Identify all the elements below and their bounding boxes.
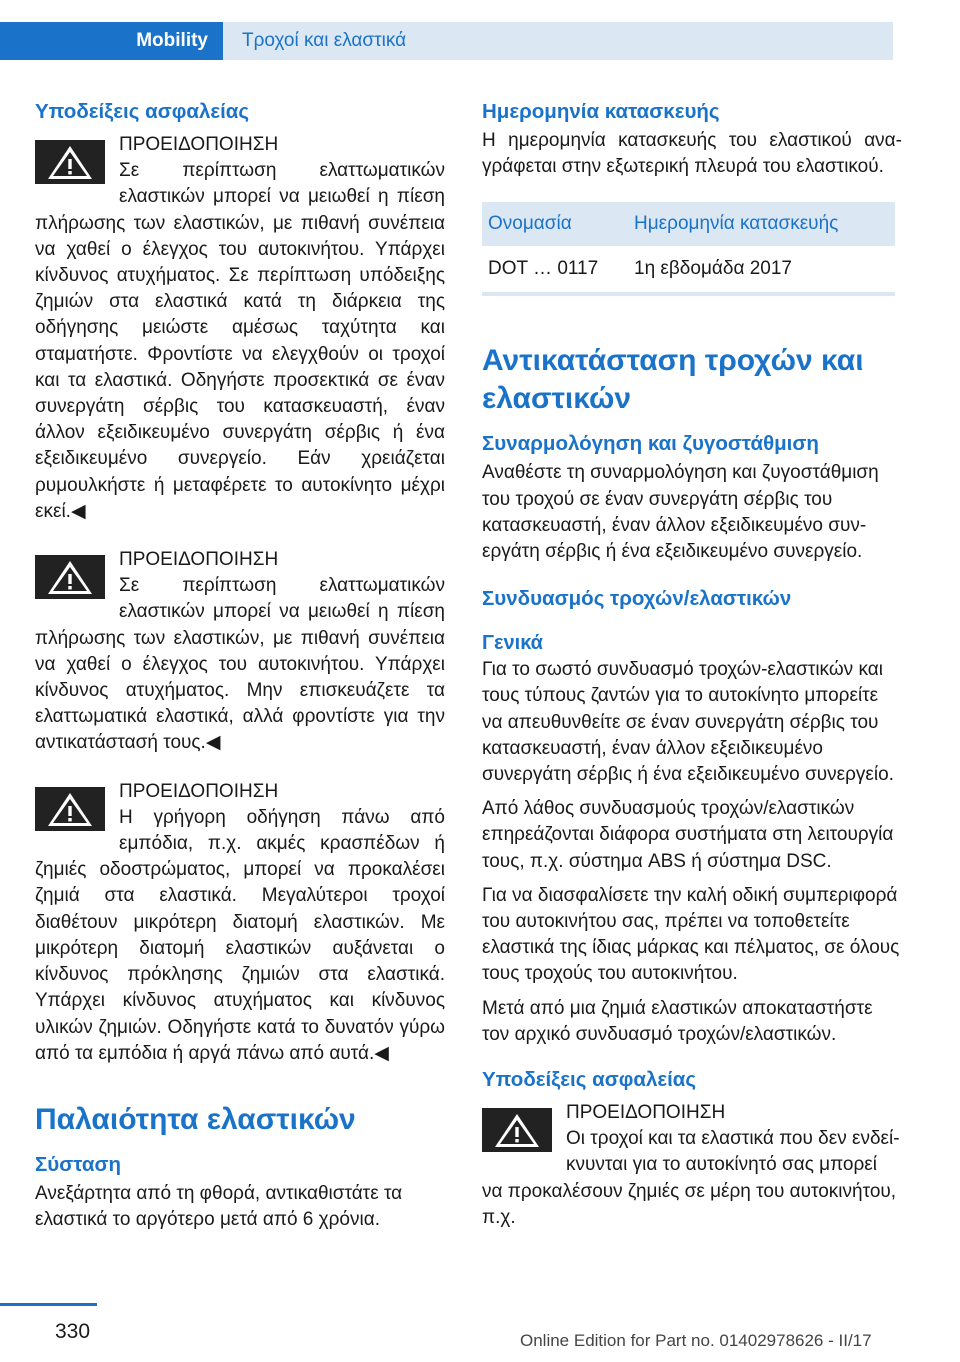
warning-icon	[35, 555, 105, 599]
left-column	[35, 98, 445, 1233]
online-edition-note: Online Edition for Part no. 01402978626 - II/17	[520, 1331, 872, 1350]
warning-text: Η γρήγορη οδήγηση πάνω από εμπόδια, π.χ. ακμές κρασπέδων ή ζημιές οδοστρώματος, μπορεί να προκαλέσει ζημιά στα ελαστικά. Μεγαλύτεροι τροχοί διαθέτουν μικρότερη διατομή ελαστικών. Με μικρότερη διατομή ελαστικών αυξάνεται ο κίνδυνος πρόκλησης ζημιών στα ελαστικά. Υπάρχει κίνδυνος ατυχήματος και κίνδυνος υλικών ζημιών. Οδηγήστε κατά το δυνατόν γύρω από τα εμπόδια ή αργά πάνω από αυτά.◀	[35, 806, 445, 1064]
table-header-row	[482, 202, 895, 246]
warning-block	[482, 1100, 902, 1231]
general-paragraph: Για να διασφαλίσετε την καλή οδική συμπεριφορά του αυτοκινήτου σας, πρέπει να τοποθετείτε ελαστικά της ίδιας μάρκας και πέλματος, σε όλους τους τροχούς του αυτοκινήτου.	[482, 884, 900, 985]
general-paragraph: Από λάθος συνδυασμούς τροχών/ελαστικών επηρεάζονται διάφορα συστήματα στη λειτουργία τους, π.χ. σύστημα ABS ή σύστημα DSC.	[482, 798, 894, 872]
manufacture-date-text: Η ημερομηνία κατασκευής του ελαστικού αναγράφεται στην εξωτερική πλευρά του ελαστικού.	[482, 130, 902, 178]
warning-block	[35, 547, 445, 757]
table-row	[482, 246, 895, 294]
table-cell: 1η εβδομάδα 2017	[628, 246, 895, 294]
warning-title: ΠΡΟΕΙΔΟΠΟΙΗΣΗ	[119, 780, 279, 802]
warning-text: Σε περίπτωση ελαττωματικών ελαστικών μπορεί να μειωθεί η πίεση πλήρωσης των ελαστικών, με πιθανή συνέπεια να χαθεί ο έλεγχος του αυτοκινήτου. Υπάρχει κίνδυνος ατυχήματος. Σε περίπτωση υπόδειξης ζημιών στα ελαστικά κατά τη διάρκεια της οδήγησης μειώστε αμέσως ταχύτητα και σταματήστε. Φροντίστε να ελεγχθούν οι τροχοί και τα ελαστικά. Οδηγήστε προσεκτικά σε έναν συνεργάτη σέρβις του κατασκευαστή, έναν άλλον εξειδικευμένο συνεργάτη σέρβις ή ένα εξειδικευμένο συνεργείο. Εάν χρειάζεται ρυμουλκήστε ή μεταφέρετε το αυτοκίνητο μέχρι εκεί.◀	[35, 160, 445, 522]
tire-age-heading: Παλαιότητα ελαστικών	[35, 1102, 356, 1136]
table-header: Ονομασία	[482, 202, 628, 246]
warning-block	[35, 132, 445, 525]
combination-heading: Συνδυασμός τροχών/ελαστικών	[482, 587, 792, 611]
recommendation-heading: Σύσταση	[35, 1152, 121, 1176]
table-cell: DOT … 0117	[482, 246, 628, 294]
table-header: Ημερομηνία κατασκευής	[628, 202, 895, 246]
right-column	[482, 98, 902, 1253]
manufacture-date-heading: Ημερομηνία κατασκευής	[482, 100, 720, 123]
warning-icon	[35, 787, 105, 831]
warning-text: Οι τροχοί και τα ελαστικά που δεν ενδείκνυνται για το αυτοκίνητό σας μπορεί να προκαλέσουν ζημιές σε μέρη του αυτοκινήτου, π.χ.	[482, 1128, 900, 1228]
replace-heading: Αντικατάσταση τροχών και ελαστικών	[482, 344, 864, 416]
warning-block	[35, 779, 445, 1067]
tab-mobility[interactable]: Mobility	[0, 22, 223, 60]
warning-icon	[35, 140, 105, 184]
mounting-heading: Συναρμολόγηση και ζυγοστάθμιση	[482, 432, 819, 456]
warning-text: Σε περίπτωση ελαττωματικών ελαστικών μπορεί να μειωθεί η πίεση πλήρωσης των ελαστικών, με πιθανή συνέπεια να χαθεί ο έλεγχος του αυτοκινήτου. Υπάρχει κίνδυνος ατυχήματος. Μην επισκευάζετε τα ελαττωματικά ελαστικά, αλλά φροντίστε για την αντικατάστασή τους.◀	[35, 575, 445, 754]
general-paragraph: Για το σωστό συνδυασμό τροχών-ελαστικών και τους τύπους ζαντών για το αυτοκίνητο μπορείτε να απευθυνθείτε σε έναν συνεργάτη σέρβις του κατασκευαστή, έναν άλλον εξειδικευμένο συνεργάτη σέρβις ή ένα εξειδικευμένο συνεργείο.	[482, 659, 894, 786]
page-number: 330	[55, 1320, 91, 1343]
warning-title: ΠΡΟΕΙΔΟΠΟΙΗΣΗ	[566, 1102, 726, 1124]
manufacture-date-table	[482, 202, 895, 296]
recommendation-text: Ανεξάρτητα από τη φθορά, αντικαθιστάτε τα ελαστικά το αργότερο μετά από 6 χρόνια.	[35, 1182, 403, 1231]
safety-heading: Υποδείξεις ασφαλείας	[482, 1068, 697, 1092]
general-heading: Γενικά	[482, 632, 543, 655]
tab-wheels-tires[interactable]: Τροχοί και ελαστικά	[223, 22, 893, 60]
warning-title: ΠΡΟΕΙΔΟΠΟΙΗΣΗ	[119, 134, 279, 155]
page-number-rule	[0, 1303, 97, 1306]
header-tabs	[0, 22, 893, 60]
warning-icon	[482, 1108, 552, 1152]
general-paragraph: Μετά από μια ζημιά ελαστικών αποκαταστήστε τον αρχικό συνδυασμό τροχών/ελαστικών.	[482, 997, 873, 1045]
warning-title: ΠΡΟΕΙΔΟΠΟΙΗΣΗ	[119, 549, 279, 571]
safety-heading: Υποδείξεις ασφαλείας	[35, 100, 250, 123]
mounting-text: Αναθέστε τη συναρμολόγηση και ζυγοστάθμιση του τροχού σε έναν συνεργάτη σέρβις του κατασκευαστή, έναν άλλον εξειδικευμένο συνεργάτη σέρβις ή ένα εξειδικευμένο συνεργείο.	[482, 462, 879, 563]
